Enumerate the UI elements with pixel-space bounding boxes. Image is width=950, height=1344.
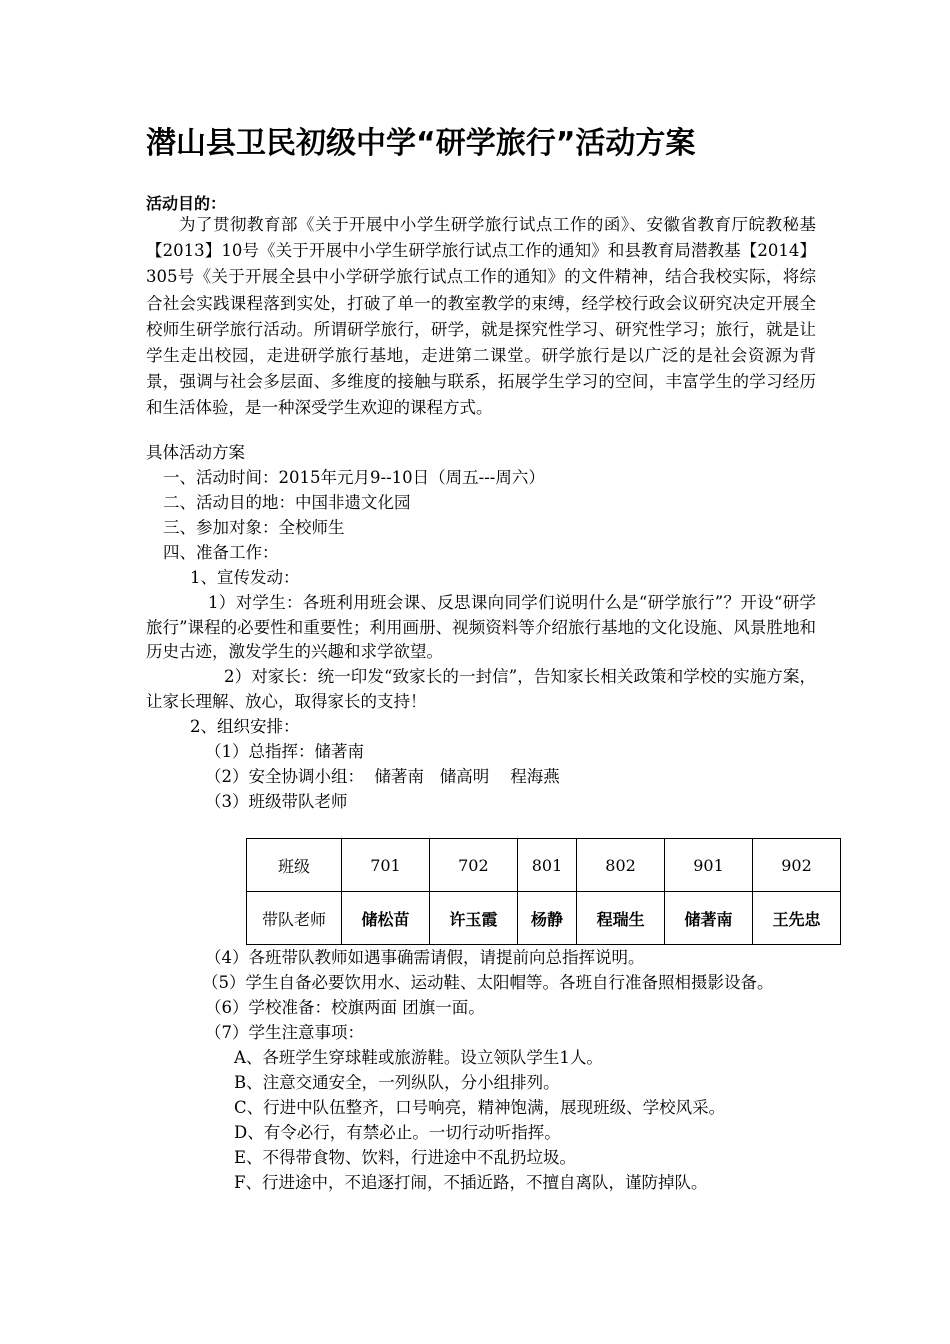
teacher-cell: 杨静 [517,892,576,945]
safety-group-line: （2）安全协调小组： 储著南 储高明 程海燕 [205,767,560,786]
table-row [247,839,841,892]
class-teachers-heading: （3）班级带队老师 [205,792,348,811]
plan-heading: 具体活动方案 [146,443,245,462]
teacher-cell: 许玉霞 [429,892,517,945]
table-header-cell: 班级 [247,839,342,892]
teacher-cell: 王先忠 [752,892,840,945]
activity-participants: 三、参加对象：全校师生 [163,518,345,537]
teacher-cell: 储著南 [665,892,753,945]
attention-item: B、注意交通安全，一列纵队，分小组排列。 [234,1073,560,1092]
publicity-students: 1）对学生：各班利用班会课、反思课向同学们说明什么是“研学旅行”？开设“研学旅行”课程的必要性和重要性；利用画册、视频资料等介绍旅行基地的文化设施、风景胜地和历史古迹，激发学生的兴趣和求学欲望。 [146,593,816,661]
teacher-cell: 储松苗 [342,892,430,945]
attention-item: D、有令必行，有禁必止。一切行动听指挥。 [234,1123,561,1142]
purpose-paragraph: 为了贯彻教育部《关于开展中小学生研学旅行试点工作的函》、安徽省教育厅皖教秘基【2013】10号《关于开展中小学生研学旅行试点工作的通知》和县教育局潜教基【2014】305号《关于开展全县中小学研学旅行试点工作的通知》的文件精神，结合我校实际，将综合社会实践课程落到实处，打破了单一的教室教学的束缚，经学校行政会议研究决定开展全校师生研学旅行活动。所谓研学旅行，研学，就是探究性学习、研究性学习；旅行，就是让学生走出校园，走进研学旅行基地，走进第二课堂。研学旅行是以广泛的是社会资源为背景，强调与社会多层面、多维度的接触与联系，拓展学生学习的空间，丰富学生的学习经历和生活体验，是一种深受学生欢迎的课程方式。 [146,215,816,418]
purpose-heading: 活动目的： [146,194,227,213]
attention-item: F、行进途中，不追逐打闹，不插近路，不擅自离队，谨防掉队。 [234,1173,708,1192]
publicity-heading: 1、宣传发动： [190,568,300,587]
attention-item: C、行进中队伍整齐，口号响亮，精神饱满，展现班级、学校风采。 [234,1098,726,1117]
organization-heading: 2、组织安排： [190,717,300,736]
attention-item: E、不得带食物、饮料，行进途中不乱扔垃圾。 [234,1148,577,1167]
class-cell: 701 [342,839,430,892]
class-cell: 901 [665,839,753,892]
attention-item: A、各班学生穿球鞋或旅游鞋。设立领队学生1人。 [234,1048,603,1067]
note-school-prep: （6）学校准备：校旗两面 团旗一面。 [205,998,485,1017]
commander-line: （1）总指挥：储著南 [205,742,364,761]
teacher-cell: 程瑞生 [577,892,665,945]
class-cell: 802 [577,839,665,892]
activity-destination: 二、活动目的地：中国非遗文化园 [163,493,411,512]
class-leaders-table [246,838,841,945]
attention-heading: （7）学生注意事项： [205,1023,364,1042]
class-cell: 702 [429,839,517,892]
note-supplies: （5）学生自备必要饮用水、运动鞋、太阳帽等。各班自行准备照相摄影设备。 [202,973,774,992]
table-row [247,892,841,945]
class-cell: 801 [517,839,576,892]
preparation-heading: 四、准备工作： [163,543,279,562]
publicity-parents: 2）对家长：统一印发“致家长的一封信”，告知家长相关政策和学校的实施方案，让家长理解、放心，取得家长的支持！ [146,667,816,711]
note-leave: （4）各班带队教师如遇事确需请假，请提前向总指挥说明。 [205,948,645,967]
page-title: 潜山县卫民初级中学“研学旅行”活动方案 [146,126,696,161]
activity-time: 一、活动时间：2015年元月9--10日（周五---周六） [163,468,545,487]
table-row-label: 带队老师 [247,892,342,945]
class-cell: 902 [752,839,840,892]
